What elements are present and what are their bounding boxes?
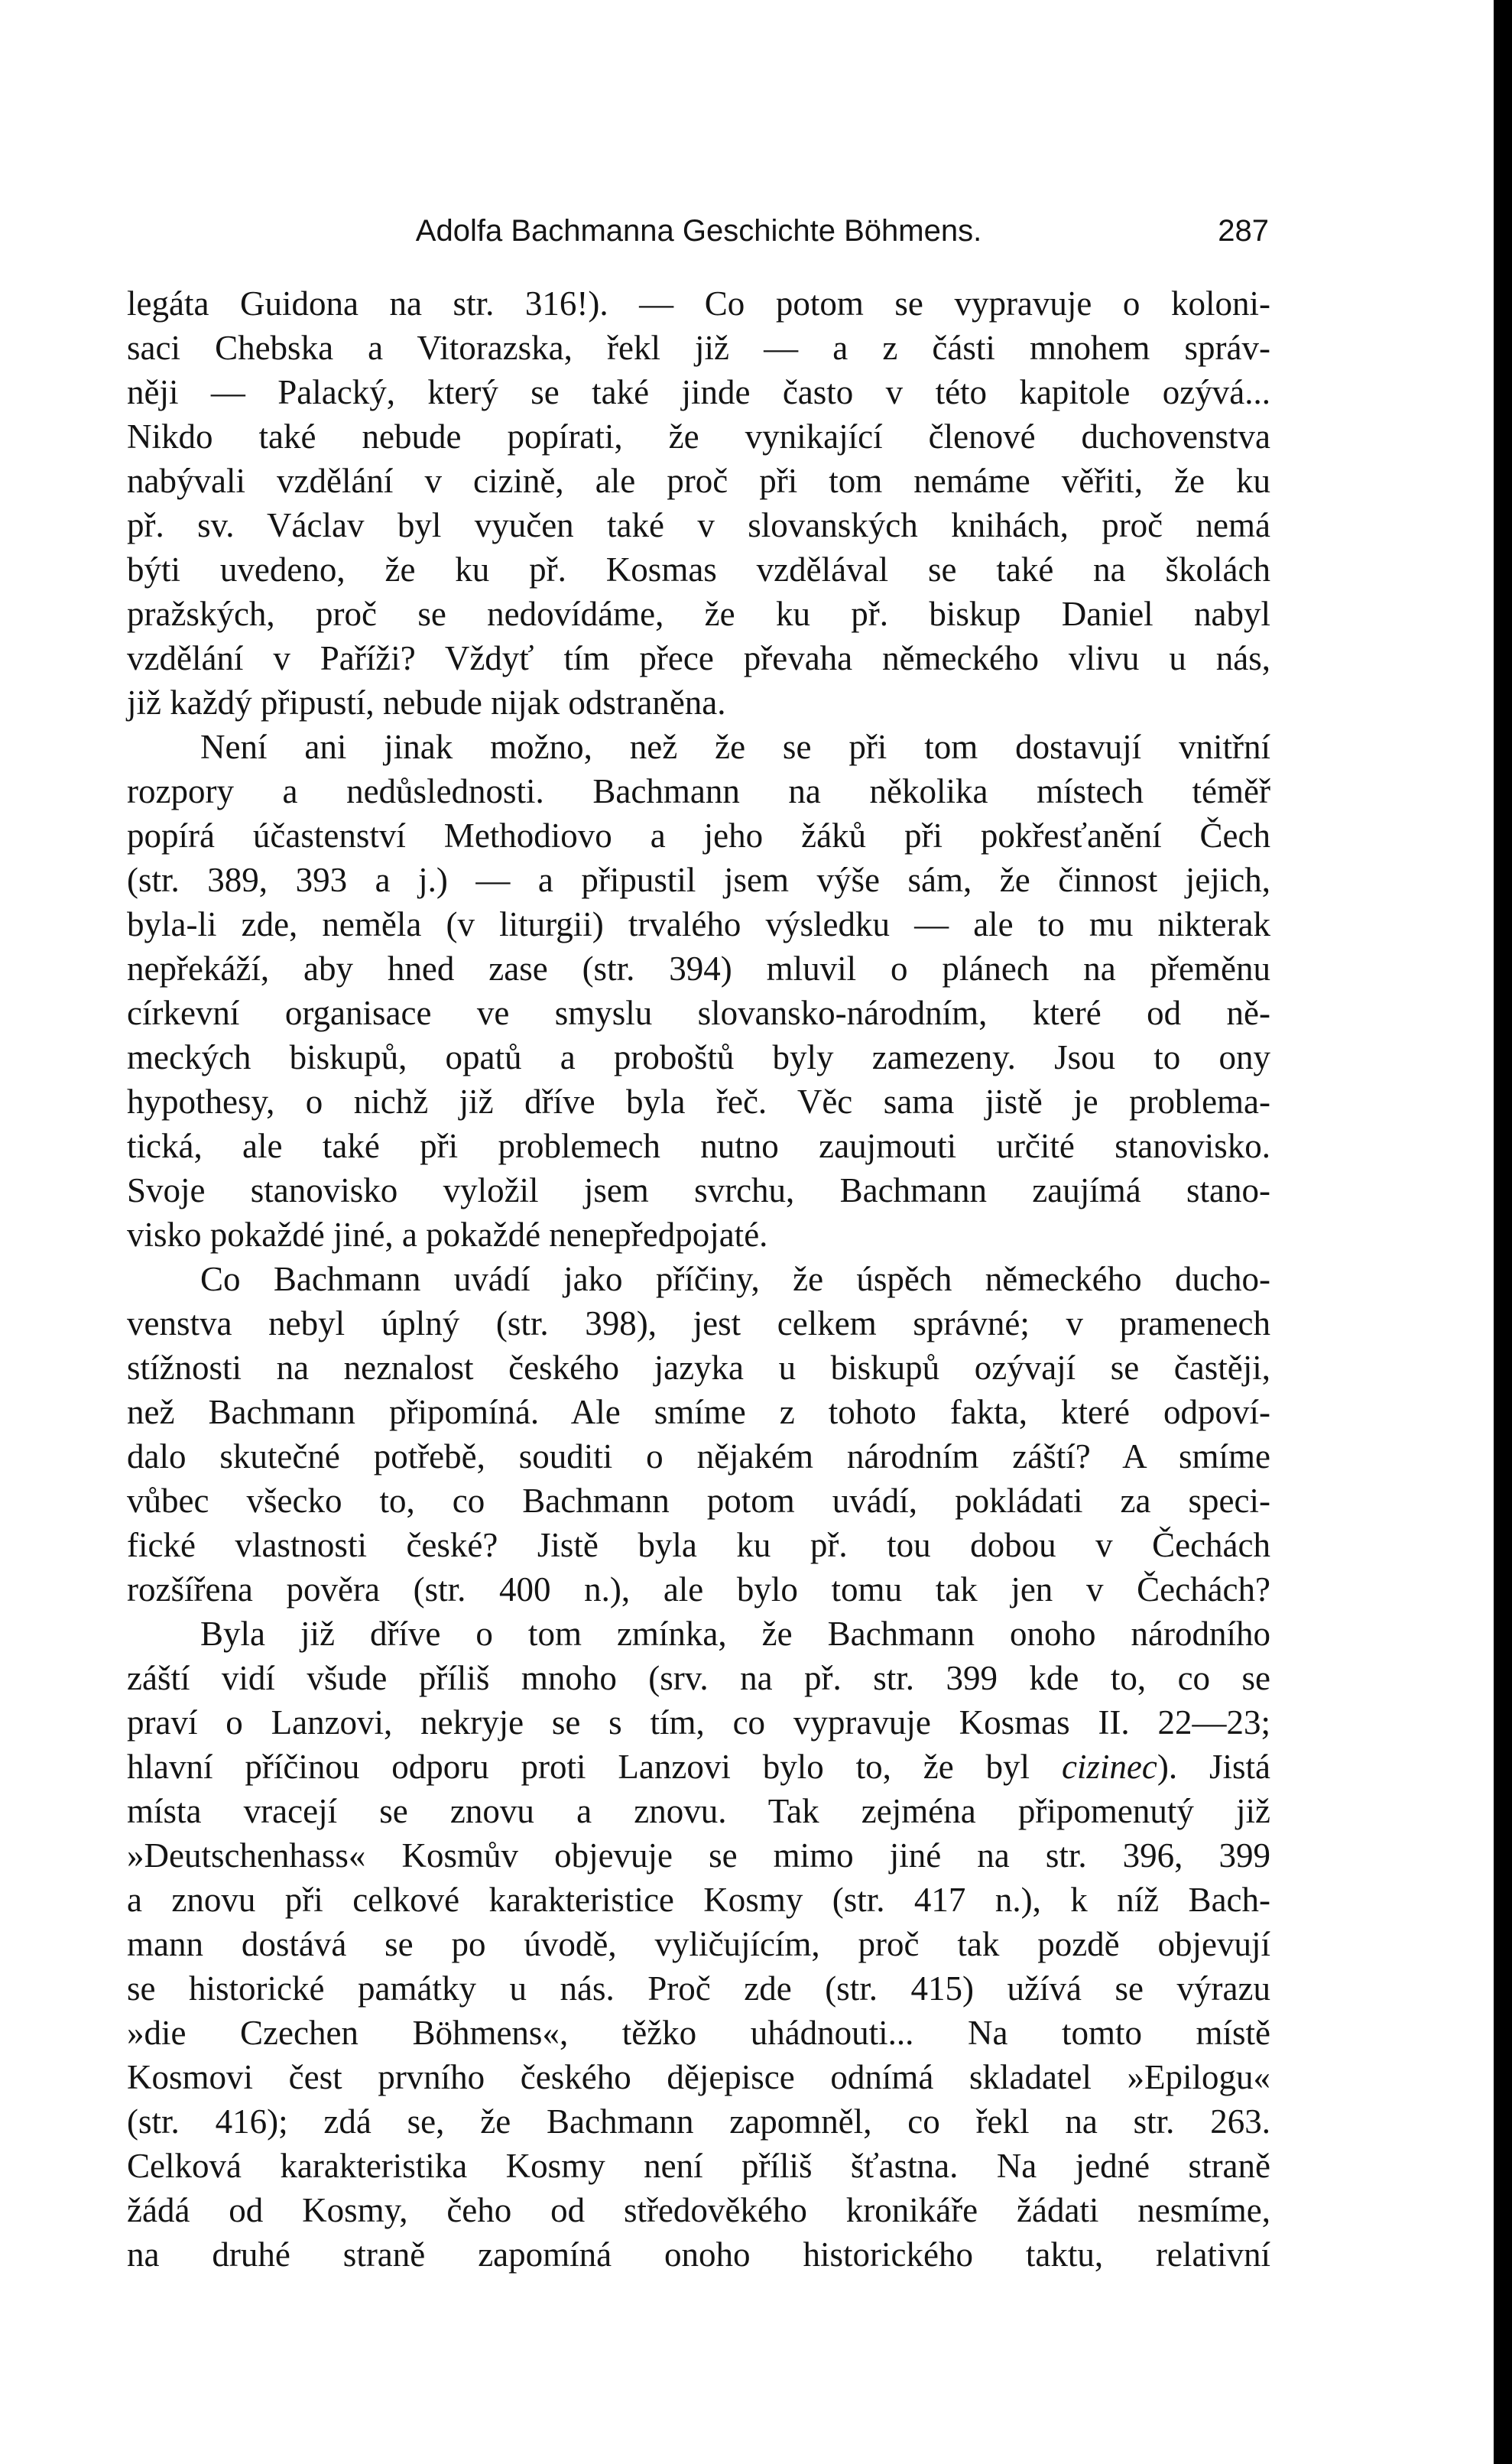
text-line-content: Kosmovi čest prvního českého dějepisce odnímá skladatel »Epilogu« — [127, 2058, 1270, 2096]
text-line — [127, 1434, 1270, 1479]
text-line — [127, 1124, 1270, 1168]
text-line — [127, 1878, 1270, 1922]
text-line — [127, 1745, 1270, 1789]
text-line — [127, 1346, 1270, 1390]
text-line-content: církevní organisace ve smyslu slovansko-národním, které od ně- — [127, 994, 1270, 1032]
text-line-content: hlavní příčinou odporu proti Lanzovi bylo to, že byl — [127, 1748, 1062, 1786]
text-line — [127, 1390, 1270, 1434]
text-line-content: stížnosti na neznalost českého jazyka u biskupů ozývají se častěji, — [127, 1349, 1270, 1387]
text-line-content: nabývali vzdělání v cizině, ale proč při tom nemáme věřiti, že ku — [127, 462, 1270, 500]
page-header — [128, 208, 1269, 261]
text-line-content: legáta Guidona na str. 316!). — Co potom se vypravuje o koloni- — [127, 284, 1270, 323]
text-line — [127, 326, 1270, 370]
text-line — [127, 2055, 1270, 2099]
text-line — [127, 991, 1270, 1035]
text-line — [127, 1567, 1270, 1612]
text-line-tail: ). Jistá — [1157, 1748, 1270, 1786]
text-line — [127, 2011, 1270, 2055]
text-line-content: pražských, proč se nedovídáme, že ku př. biskup Daniel nabyl — [127, 595, 1270, 633]
text-line — [127, 902, 1270, 946]
text-line — [127, 1301, 1270, 1346]
text-line-content: Celková karakteristika Kosmy není příliš šťastna. Na jedné straně — [127, 2147, 1270, 2185]
text-line-content: záští vidí všude příliš mnoho (srv. na př. str. 399 kde to, co se — [127, 1659, 1270, 1697]
text-line — [127, 2144, 1270, 2188]
text-line-content: vůbec všecko to, co Bachmann potom uvádí, pokládati za speci- — [127, 1482, 1270, 1520]
text-line-content: něji — Palacký, který se také jinde často v této kapitole ozývá... — [127, 373, 1270, 411]
text-line-content: meckých biskupů, opatů a proboštů byly zamezeny. Jsou to ony — [127, 1038, 1270, 1076]
text-line-content: vzdělání v Paříži? Vždyť tím přece převaha německého vlivu u nás, — [127, 639, 1270, 677]
text-line — [127, 1079, 1270, 1124]
text-line-content: než Bachmann připomíná. Ale smíme z tohoto fakta, které odpoví- — [127, 1393, 1270, 1431]
text-line — [127, 1612, 1270, 1656]
italic-word: cizinec — [1061, 1748, 1157, 1786]
text-line — [127, 946, 1270, 991]
text-line — [127, 1479, 1270, 1523]
text-line-content: venstva nebyl úplný (str. 398), jest celkem správné; v pramenech — [127, 1304, 1270, 1342]
text-line-content: dalo skutečné potřebě, souditi o nějakém národním záští? A smíme — [127, 1437, 1270, 1475]
text-line — [127, 547, 1270, 592]
text-line — [127, 2188, 1270, 2232]
body-text — [127, 281, 1270, 2277]
text-line-content: žádá od Kosmy, čeho od středověkého kronikáře žádati nesmíme, — [127, 2191, 1270, 2229]
text-line-content: byla-li zde, neměla (v liturgii) trvalého výsledku — ale to mu nikterak — [127, 905, 1270, 943]
text-line — [127, 680, 1270, 725]
text-line-content: na druhé straně zapomíná onoho historického taktu, relativní — [127, 2235, 1270, 2274]
scan-border — [1494, 0, 1512, 2464]
text-line-content: Není ani jinak možno, než že se při tom dostavují vnitřní — [200, 728, 1270, 766]
text-line — [127, 858, 1270, 902]
text-line-content: rozšířena pověra (str. 400 n.), ale bylo tomu tak jen v Čechách? — [127, 1570, 1270, 1609]
running-title: Adolfa Bachmanna Geschichte Böhmens. — [415, 214, 982, 248]
text-line — [127, 1833, 1270, 1878]
text-line — [127, 2232, 1270, 2277]
text-line — [127, 636, 1270, 680]
text-line — [127, 1257, 1270, 1301]
text-line-content: »die Czechen Böhmens«, těžko uhádnouti... Na tomto místě — [127, 2014, 1270, 2052]
text-line — [127, 725, 1270, 769]
text-line-content: př. sv. Václav byl vyučen také v slovanských knihách, proč nemá — [127, 506, 1270, 544]
text-line-content: a znovu při celkové karakteristice Kosmy (str. 417 n.), k níž Bach- — [127, 1881, 1270, 1919]
text-line — [127, 1656, 1270, 1700]
text-line-content: býti uvedeno, že ku př. Kosmas vzdělával se také na školách — [127, 550, 1270, 589]
text-line-content: místa vracejí se znovu a znovu. Tak zejména připomenutý již — [127, 1792, 1270, 1830]
text-line — [127, 1035, 1270, 1079]
text-line-content: Co Bachmann uvádí jako příčiny, že úspěch německého ducho- — [200, 1260, 1270, 1298]
text-line-content: visko pokaždé jiné, a pokaždé nenepředpojaté. — [127, 1216, 768, 1254]
text-line — [127, 592, 1270, 636]
text-line-content: popírá účastenství Methodiovo a jeho žáků při pokřesťanění Čech — [127, 816, 1270, 855]
text-line-content: nepřekáží, aby hned zase (str. 394) mluvil o plánech na přeměnu — [127, 950, 1270, 988]
page-number: 287 — [1218, 214, 1269, 248]
text-line-content: tická, ale také při problemech nutno zaujmouti určité stanovisko. — [127, 1127, 1270, 1165]
text-line — [127, 459, 1270, 503]
text-line — [127, 1700, 1270, 1745]
text-line — [127, 1168, 1270, 1213]
text-line — [127, 1789, 1270, 1833]
text-line — [127, 370, 1270, 414]
text-line-content: saci Chebska a Vitorazska, řekl již — a z části mnohem správ- — [127, 329, 1270, 367]
text-line — [127, 813, 1270, 858]
text-line — [127, 414, 1270, 459]
text-line — [127, 1966, 1270, 2011]
text-line — [127, 281, 1270, 326]
text-line — [127, 769, 1270, 813]
text-line-content: rozpory a nedůslednosti. Bachmann na několika místech téměř — [127, 772, 1270, 810]
text-line-content: hypothesy, o nichž již dříve byla řeč. Věc sama jistě je problema- — [127, 1083, 1270, 1121]
text-line-content: (str. 416); zdá se, že Bachmann zapomněl, co řekl na str. 263. — [127, 2102, 1270, 2141]
text-line — [127, 2099, 1270, 2144]
text-line — [127, 1213, 1270, 1257]
text-line-content: »Deutschenhass« Kosmův objevuje se mimo jiné na str. 396, 399 — [127, 1836, 1270, 1875]
text-line-content: mann dostává se po úvodě, vyličujícím, proč tak pozdě objevují — [127, 1925, 1270, 1963]
text-line-content: (str. 389, 393 a j.) — a připustil jsem výše sám, že činnost jejich, — [127, 861, 1270, 899]
text-line-content: Nikdo také nebude popírati, že vynikající členové duchovenstva — [127, 417, 1270, 456]
text-line — [127, 503, 1270, 547]
text-line-content: Byla již dříve o tom zmínka, že Bachmann onoho národního — [200, 1615, 1270, 1653]
text-line — [127, 1922, 1270, 1966]
text-line-content: se historické památky u nás. Proč zde (str. 415) užívá se výrazu — [127, 1969, 1270, 2008]
text-line-content: již každý připustí, nebude nijak odstraněna. — [127, 683, 726, 722]
text-line — [127, 1523, 1270, 1567]
text-line-content: Svoje stanovisko vyložil jsem svrchu, Bachmann zaujímá stano- — [127, 1171, 1270, 1209]
text-line-content: fické vlastnosti české? Jistě byla ku př. tou dobou v Čechách — [127, 1526, 1270, 1564]
text-line-content: praví o Lanzovi, nekryje se s tím, co vypravuje Kosmas II. 22—23; — [127, 1703, 1270, 1742]
